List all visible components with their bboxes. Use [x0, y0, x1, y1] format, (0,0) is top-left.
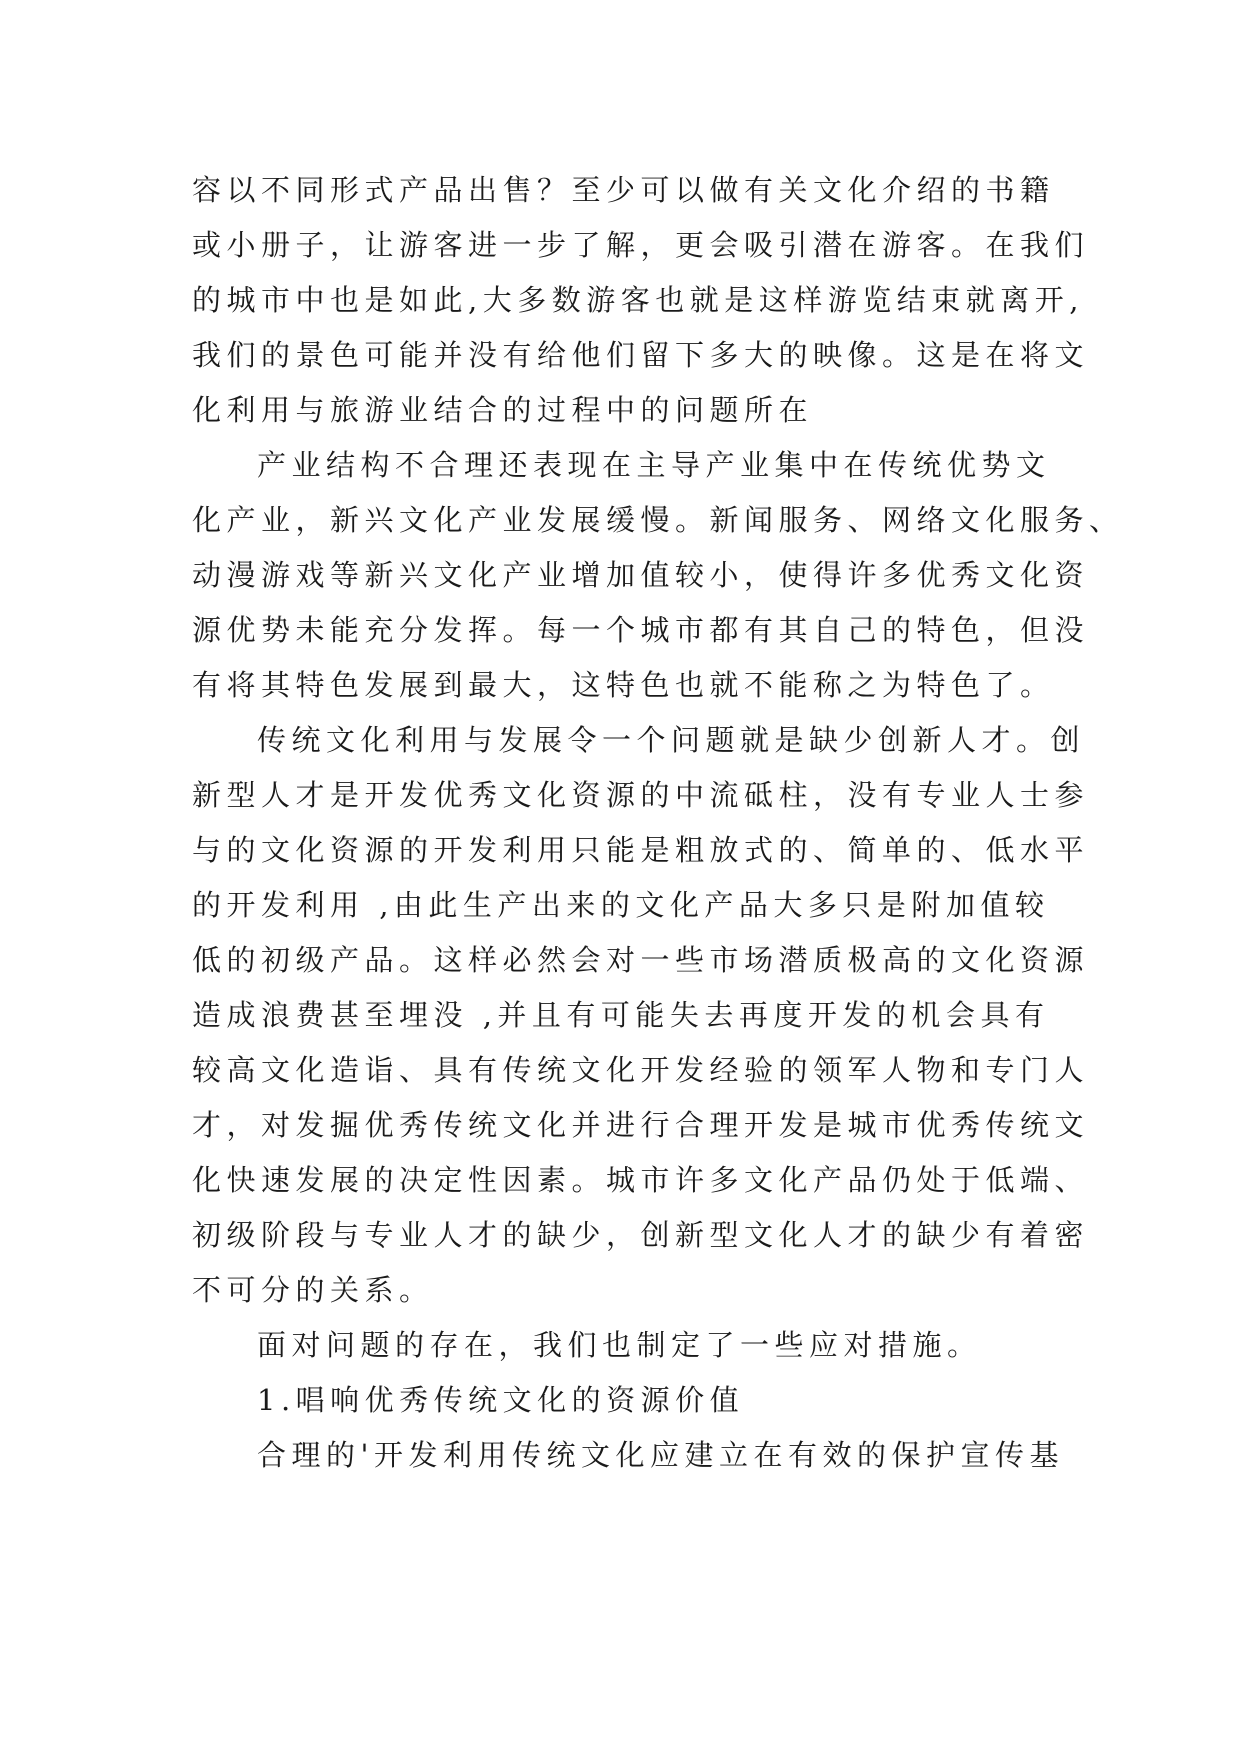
text-line: 化产业，新兴文化产业发展缓慢。新闻服务、网络文化服务、 [192, 503, 1124, 537]
text-line: 与的文化资源的开发利用只能是粗放式的、简单的、低水平 [192, 833, 1090, 867]
text-line: 化快速发展的决定性因素。城市许多文化产品仍处于低端、 [192, 1163, 1090, 1197]
text-line: 造成浪费甚至埋没 ,并且有可能失去再度开发的机会具有 [192, 998, 1050, 1032]
text-line: 动漫游戏等新兴文化产业增加值较小，使得许多优秀文化资 [192, 558, 1090, 592]
text-line: 的开发利用 ,由此生产出来的文化产品大多只是附加值较 [192, 888, 1050, 922]
text-line: 有将其特色发展到最大，这特色也就不能称之为特色了。 [192, 668, 1055, 702]
text-line: 源优势未能充分发挥。每一个城市都有其自己的特色，但没 [192, 613, 1090, 647]
text-line: 较高文化造诣、具有传统文化开发经验的领军人物和专门人 [192, 1053, 1090, 1087]
text-line: 化利用与旅游业结合的过程中的问题所在 [192, 393, 814, 427]
text-line: 容以不同形式产品出售？至少可以做有关文化介绍的书籍 [192, 173, 1055, 207]
text-line: 传统文化利用与发展令一个问题就是缺少创新人才。创 [257, 723, 1086, 757]
text-line: 我们的景色可能并没有给他们留下多大的映像。这是在将文 [192, 338, 1090, 372]
text-line: 合理的'开发利用传统文化应建立在有效的保护宣传基 [257, 1438, 1064, 1472]
text-line: 新型人才是开发优秀文化资源的中流砥柱，没有专业人士参 [192, 778, 1090, 812]
text-line: 不可分的关系。 [192, 1273, 434, 1307]
text-line: 的城市中也是如此,大多数游客也就是这样游览结束就离开, [192, 283, 1084, 317]
text-line: 产业结构不合理还表现在主导产业集中在传统优势文 [257, 448, 1051, 482]
body-text [192, 163, 1124, 1483]
text-line: 才，对发掘优秀传统文化并进行合理开发是城市优秀传统文 [192, 1108, 1090, 1142]
text-line: 低的初级产品。这样必然会对一些市场潜质极高的文化资源 [192, 943, 1090, 977]
text-line: 或小册子，让游客进一步了解，更会吸引潜在游客。在我们 [192, 228, 1090, 262]
text-line: 1.唱响优秀传统文化的资源价值 [257, 1383, 745, 1417]
text-line: 面对问题的存在，我们也制定了一些应对措施。 [257, 1328, 982, 1362]
text-line: 初级阶段与专业人才的缺少，创新型文化人才的缺少有着密 [192, 1218, 1090, 1252]
